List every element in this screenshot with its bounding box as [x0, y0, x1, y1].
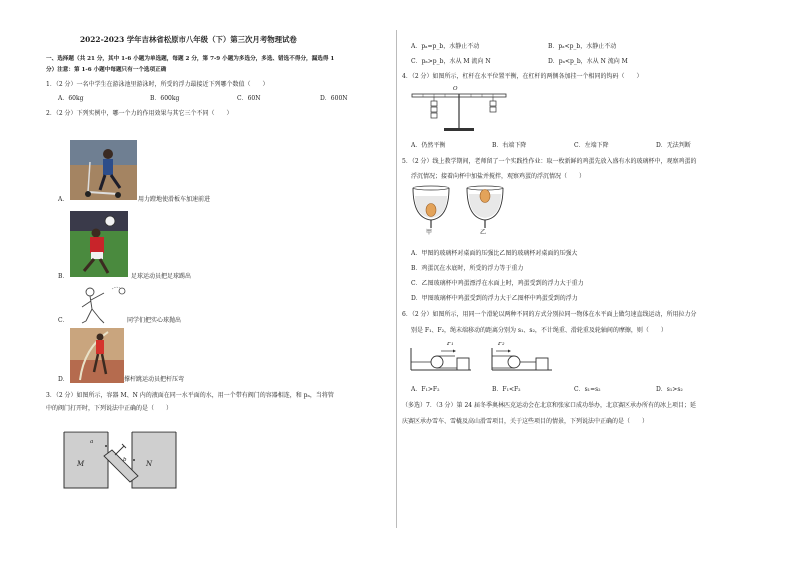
q6-option-b: B．F₁<F₂ [492, 386, 521, 393]
q3-option-a: A．pₐ=p_b，水静止不动 [411, 43, 480, 50]
q5-egg-glasses-diagram [409, 182, 509, 238]
q2-option-d-label: D． [58, 376, 69, 383]
q5-option-b: B．鸡蛋沉在水底时，所受的浮力等于重力 [411, 265, 524, 272]
q2-stem: 2．（2 分）下列实例中，哪一个力的作用效果与其它三个不同（ ） [46, 110, 233, 117]
q3-label-n: N [146, 460, 153, 468]
q5-option-d: D．甲图玻璃杯中鸡蛋受到的浮力大于乙图杯中鸡蛋受到的浮力 [411, 295, 578, 302]
q1-option-b: B．600kg [150, 95, 180, 102]
section-header-line2: 分）注意：第 1-6 小题中每题只有一个选项正确 [46, 67, 167, 73]
q3-option-b: B．pₐ<p_b，水静止不动 [548, 43, 617, 50]
q3-label-b: b [123, 457, 127, 463]
q5-option-c: C．乙图玻璃杯中鸡蛋漂浮在水面上时，鸡蛋受到的浮力大于重力 [411, 280, 584, 287]
q3-container-diagram [60, 420, 178, 492]
q2-b-football-image [70, 211, 128, 277]
q1-option-c: C．60N [237, 95, 261, 102]
q6-option-c: C．s₁=s₂ [574, 386, 601, 393]
q2-option-a-label: A． [58, 196, 69, 203]
q4-option-d: D．无法判断 [656, 142, 691, 149]
q4-stem: 4．（2 分）如图所示，杠杆在水平位置平衡，在杠杆的两侧各加挂一个相同的钩码（ ） [402, 73, 643, 80]
q3-stem-line1: 3．（2 分）如图所示，容器 M、N 内的液面在同一水平面的水，用一个带有阀门的容器相连，和 pₐ，当将管 [46, 392, 334, 399]
q5-stem-line2: 浮沉情况；接着向杯中加盐并搅拌，观察鸡蛋的浮沉情况（ ） [411, 173, 586, 180]
q2-option-b-text: 足球运动员把足球踢出 [131, 273, 192, 280]
q6-stem-line2: 别是 F₁、F₂，绳末端移动的距离分别为 s₁、s₂，不计绳重、滑轮重及轮轴间的摩擦，则（ ） [411, 327, 667, 334]
q7-stem-line1: （多选）7．（3 分）第 24 届冬季奥林匹克运动会在北京和张家口成功举办，北京赛区承办所有的冰上项目；延 [402, 402, 696, 409]
page-title: 2022-2023 学年吉林省松原市八年级（下）第三次月考物理试卷 [80, 35, 297, 44]
q2-option-d-text: 撑杆跳运动员把杆压弯 [124, 376, 185, 383]
football-photo-icon [70, 211, 128, 277]
q2-a-scooter-image [70, 140, 137, 200]
q1-stem: 1．（2 分）一名中学生在游泳池里游泳时，所受的浮力最接近下列哪个数值（ ） [46, 81, 269, 88]
q1-option-d: D．600N [320, 95, 348, 102]
q4-option-a: A．仍然平衡 [411, 142, 446, 149]
q5-option-a: A．甲图的玻璃杯对桌面的压强比乙图的玻璃杯对桌面的压强大 [411, 250, 578, 257]
q2-option-c-label: C． [58, 317, 69, 324]
q6-label-f2: F₂ [498, 342, 505, 347]
connected-containers-figure [60, 420, 178, 492]
ball-throw-icon [76, 283, 128, 327]
egg-in-glasses-figure [409, 182, 509, 238]
q4-label-o: O [453, 86, 458, 92]
q3-label-a: a [90, 439, 94, 445]
q3-label-m: M [77, 460, 85, 468]
q2-option-b-label: B． [58, 273, 69, 280]
pulley-fixed-figure [407, 342, 473, 374]
q4-option-c: C．左端下降 [574, 142, 609, 149]
q3-option-c: C．pₐ>p_b，水从 M 流向 N [411, 58, 491, 65]
q5-stem-line1: 5．（2 分）线上教学期间，老师留了一个实践性作业：取一枚新鲜的鸡蛋先放入盛有水的玻璃杯中，观察鸡蛋的 [402, 158, 697, 165]
q7-stem-line2: 庆赛区承办雪车、雪橇及高山滑雪项目，关于这些项目的情景，下列说法中正确的是（ ） [402, 418, 649, 425]
section-header-line1: 一、选择题（共 21 分，其中 1-6 小题为单选题，每题 2 分，第 7-9 小题为多选分，多选、错选不得分，漏选得 1 [46, 56, 335, 62]
q2-option-c-text: 同学们把实心球抛出 [127, 317, 182, 324]
q3-option-d: D．pₐ<p_b，水从 N 流向 M [548, 58, 628, 65]
q6-label-f1: F₁ [447, 342, 454, 347]
q2-option-a-text: 用力蹬地使滑板车加速前进 [138, 196, 211, 203]
q6-option-d: D．s₁>s₂ [656, 386, 683, 393]
q5-label-jia: 甲 [426, 229, 433, 236]
q4-lever-diagram [410, 84, 508, 134]
q5-label-yi: 乙 [480, 229, 487, 236]
scooter-photo-icon [70, 140, 137, 200]
lever-balance-figure [410, 84, 508, 134]
q6-option-a: A．F₁>F₂ [411, 386, 440, 393]
q1-option-a: A．60kg [58, 95, 84, 102]
q4-option-b: B．右端下降 [492, 142, 527, 149]
q3-stem-line2: 中的阀门打开时，下列说法中正确的是（ ） [46, 405, 173, 412]
column-divider [396, 30, 397, 528]
pole-vault-photo-icon [70, 328, 124, 383]
q2-d-polevault-image [70, 328, 124, 383]
q6-pulley-diagram-2 [488, 342, 554, 374]
q6-pulley-diagram-1 [407, 342, 473, 374]
q6-stem-line1: 6．（2 分）如图所示，用同一个滑轮以两种不同的方式分别拉同一物体在水平面上做匀速直线运动，所用拉力分 [402, 311, 697, 318]
q2-c-throw-drawing [76, 283, 128, 327]
